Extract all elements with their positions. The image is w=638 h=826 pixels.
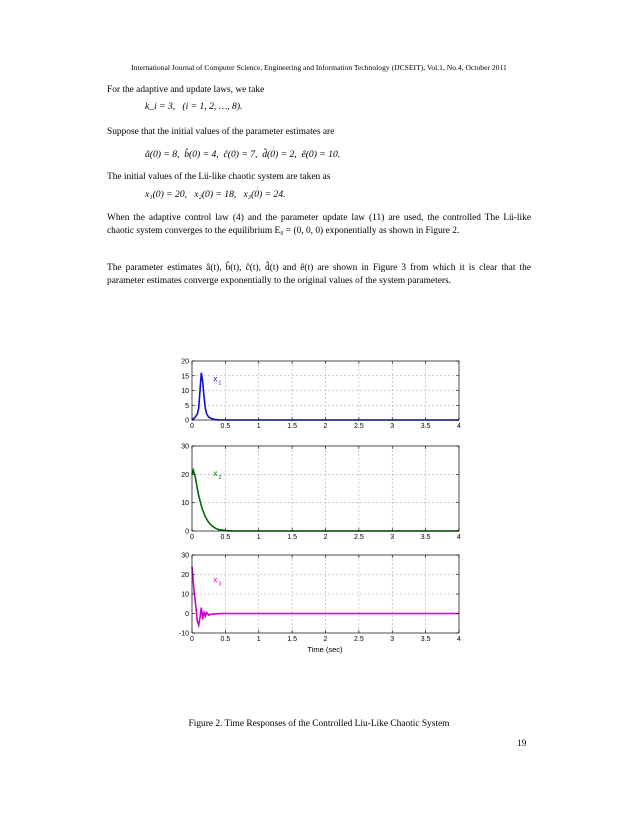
y-tick-label: 15 <box>181 373 189 381</box>
y-tick-label: 20 <box>181 471 189 479</box>
x-tick-label: 3 <box>390 534 395 541</box>
x-tick-label: 0 <box>190 636 194 643</box>
x-axis-label: Time (sec) <box>307 645 343 654</box>
equation-gains: k_i = 3, (i = 1, 2, …, 8). <box>145 101 243 112</box>
y-tick-label: 0 <box>185 417 189 425</box>
x-tick-label: 2 <box>323 534 328 541</box>
series-label-sub-x3: 3 <box>218 581 222 588</box>
paragraph-initial-values: The initial values of the Lü-like chaotic system are taken as <box>107 172 331 182</box>
series-label-x1: x <box>213 374 218 384</box>
paragraph-adaptive-laws: For the adaptive and update laws, we take <box>107 85 265 95</box>
y-tick-label: 0 <box>185 611 189 618</box>
x-tick-label: 2.5 <box>354 423 364 430</box>
x-tick-label: 4 <box>457 534 461 541</box>
y-tick-label: 10 <box>181 388 189 395</box>
x-tick-label: 2.5 <box>354 534 364 541</box>
x-tick-label: 1 <box>256 636 261 643</box>
series-label-sub-x1: 1 <box>218 380 222 387</box>
x-tick-label: 3 <box>390 636 395 643</box>
series-label-sub-x2: 2 <box>218 474 222 481</box>
page-number: 19 <box>517 739 527 749</box>
x-tick-label: 4 <box>457 636 461 643</box>
x-tick-label: 1.5 <box>287 636 297 643</box>
x-tick-label: 2.5 <box>354 636 364 643</box>
journal-header: International Journal of Computer Science, Engineering and Information Technology (IJCSEIT), Vol.1, No.4, October 2011 <box>131 63 507 72</box>
x-tick-label: 4 <box>457 423 461 430</box>
y-tick-label: -10 <box>178 630 189 638</box>
series-label-x3: x <box>213 575 218 585</box>
paragraph-convergence: When the adaptive control law (4) and the parameter update law (11) are used, the controlled The Lü-like chaotic system converges to the equilibrium E₀ = (0, 0, 0) exponentially as shown in Figure 2. <box>107 213 531 236</box>
y-tick-label: 20 <box>181 358 189 366</box>
y-tick-label: 30 <box>181 552 189 560</box>
paragraph-initial-estimates: Suppose that the initial values of the parameter estimates are <box>107 127 335 137</box>
x-tick-label: 1.5 <box>287 423 297 430</box>
series-label-x2: x <box>213 468 218 478</box>
x-tick-label: 2 <box>323 423 328 430</box>
y-tick-label: 5 <box>185 402 189 410</box>
paragraph-parameter-estimates: The parameter estimates â(t), b̂(t), ĉ(t), d̂(t) and ê(t) are shown in Figure 3 from which it is clear that the parameter estimates converge exponentially to the original values of the system parameters. <box>107 263 531 286</box>
x-tick-label: 0.5 <box>220 423 231 430</box>
y-tick-label: 0 <box>185 528 189 536</box>
equation-initial-estimates: â(0) = 8, b̂(0) = 4, ĉ(0) = 7, d̂(0) = 2, ê(0) = 10. <box>145 149 341 160</box>
y-tick-label: 10 <box>181 500 189 508</box>
x-tick-label: 3.5 <box>420 636 431 643</box>
x-tick-label: 3.5 <box>420 534 431 541</box>
x-tick-label: 0 <box>190 423 194 430</box>
x-tick-label: 1.5 <box>287 534 297 541</box>
x-tick-label: 0 <box>190 534 194 541</box>
x-tick-label: 2 <box>323 636 328 643</box>
x-tick-label: 3 <box>390 423 395 430</box>
x-tick-label: 3.5 <box>420 423 431 430</box>
y-tick-label: 20 <box>181 572 189 579</box>
y-tick-label: 10 <box>181 591 189 599</box>
figure-caption: Figure 2. Time Responses of the Controlled Liu-Like Chaotic System <box>188 719 450 729</box>
x-tick-label: 0.5 <box>220 636 231 643</box>
equation-initial-values: x₁(0) = 20, x₂(0) = 18, x₃(0) = 24. <box>145 189 286 200</box>
y-tick-label: 30 <box>181 443 189 451</box>
x-tick-label: 0.5 <box>220 534 231 541</box>
x-tick-label: 1 <box>256 423 261 430</box>
x-tick-label: 1 <box>256 534 261 541</box>
